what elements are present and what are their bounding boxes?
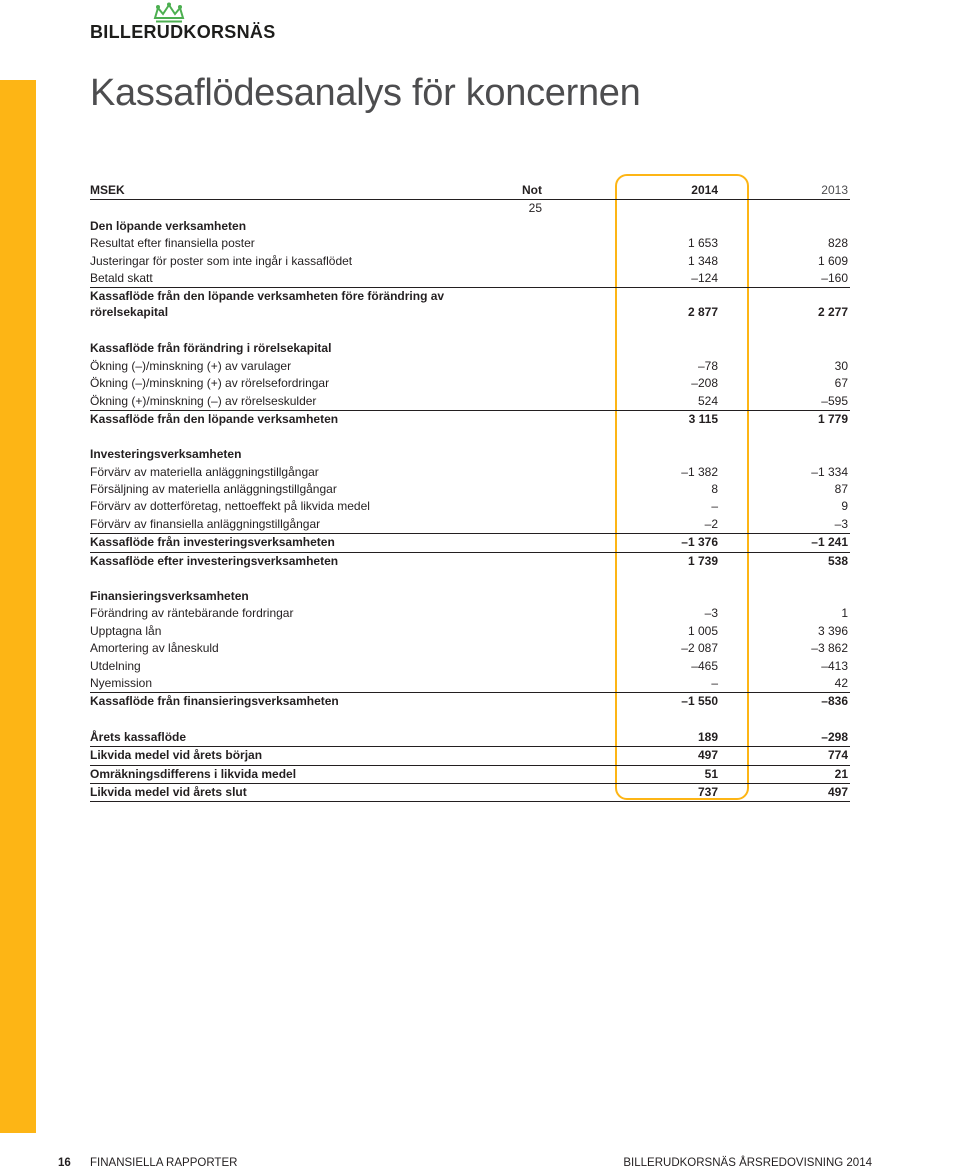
table-row: Upptagna lån 1 005 3 396 [90, 623, 848, 638]
table-row [90, 200, 850, 217]
table-row: Utdelning –465 –413 [90, 658, 848, 673]
subtotal-row: Kassaflöde från den löpande verksamheten 3 115 1 779 [90, 411, 848, 426]
table-row: Betald skatt –124 –160 [90, 270, 850, 288]
subtotal-row: Kassaflöde från investeringsverksamheten –1 376 –1 241 [90, 534, 850, 552]
logo-wordmark: BILLERUDKORSNÄS [90, 22, 276, 42]
cash-flow-table [90, 182, 850, 802]
crown-icon [152, 2, 186, 24]
summary-row: Årets kassaflöde 189 –298 [90, 729, 850, 747]
summary-row: Likvida medel vid årets början 497 774 [90, 747, 850, 765]
table-row: Nyemission – 42 [90, 675, 850, 693]
table-row: Förvärv av finansiella anläggningstillgångar –2 –3 [90, 516, 850, 534]
table-row: Resultat efter finansiella poster 1 653 828 [90, 236, 848, 251]
table-header [90, 182, 850, 200]
section-heading: Kassaflöde från förändring i rörelsekapital [90, 341, 332, 356]
table-row: Ökning (+)/minskning (–) av rörelseskulder 524 –595 [90, 393, 850, 411]
page-title: Kassaflödesanalys för koncernen [90, 72, 641, 114]
note-ref: 25 [528, 201, 542, 216]
table-row: Justeringar för poster som inte ingår i kassaflödet 1 348 1 609 [90, 253, 848, 268]
table-row: Ökning (–)/minskning (+) av varulager –78 30 [90, 358, 848, 373]
table-row: Förvärv av materiella anläggningstillgångar –1 382 –1 334 [90, 464, 848, 479]
page-number: 16 [58, 1157, 71, 1169]
section-heading: Den löpande verksamheten [90, 218, 247, 233]
header-msek: MSEK [90, 183, 125, 197]
header-year-2013: 2013 [821, 183, 848, 197]
table-row: Försäljning av materiella anläggningstillgångar 8 87 [90, 482, 848, 497]
table-row: Amortering av låneskuld –2 087 –3 862 [90, 641, 848, 656]
table-row: Ökning (–)/minskning (+) av rörelsefordringar –208 67 [90, 376, 848, 391]
section-heading: Finansieringsverksamheten [90, 589, 249, 604]
subtotal-row: Kassaflöde efter investeringsverksamheten 1 739 538 [90, 553, 848, 568]
subtotal-row: Kassaflöde från den löpande verksamheten före förändring av rörelsekapital 2 877 2 277 [90, 289, 848, 320]
header-not: Not [522, 183, 542, 197]
subtotal-row: Kassaflöde från finansieringsverksamheten –1 550 –836 [90, 694, 848, 709]
table-row: Förändring av räntebärande fordringar –3 1 [90, 606, 848, 621]
report-name: BILLERUDKORSNÄS ÅRSREDOVISNING 2014 [623, 1157, 872, 1169]
table-row: Förvärv av dotterföretag, nettoeffekt på likvida medel – 9 [90, 499, 848, 514]
header-year-2014: 2014 [691, 183, 718, 197]
section-name: FINANSIELLA RAPPORTER [90, 1157, 238, 1169]
company-logo [90, 0, 276, 48]
section-heading: Investeringsverksamheten [90, 447, 242, 462]
accent-side-bar [0, 80, 36, 1133]
summary-row: Omräkningsdifferens i likvida medel 51 21 [90, 766, 850, 784]
summary-row: Likvida medel vid årets slut 737 497 [90, 784, 850, 802]
